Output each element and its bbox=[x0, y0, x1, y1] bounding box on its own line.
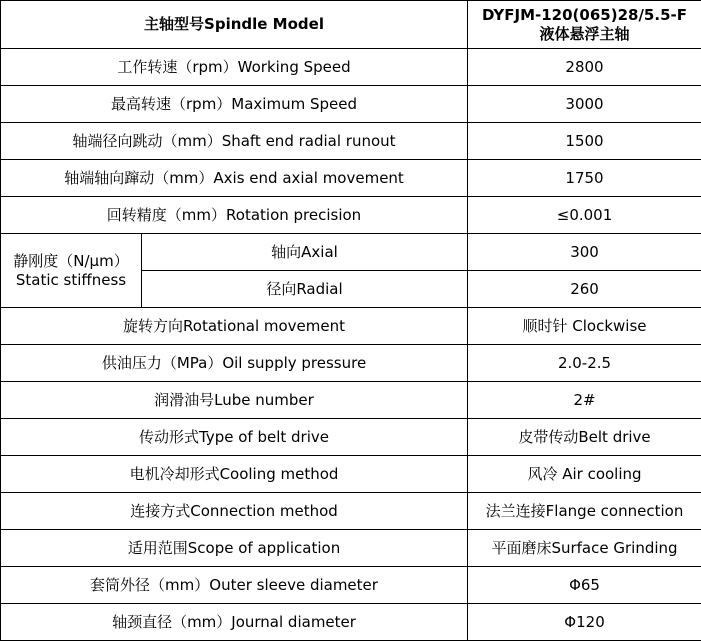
table-row bbox=[1, 382, 701, 419]
table-row bbox=[1, 160, 701, 197]
row-value: ≤0.001 bbox=[468, 197, 701, 234]
row-value: 3000 bbox=[468, 86, 701, 123]
row-label: 轴端轴向蹿动（mm）Axis end axial movement bbox=[1, 160, 468, 197]
row-label: 套筒外径（mm）Outer sleeve diameter bbox=[1, 567, 468, 604]
table-row bbox=[1, 493, 701, 530]
row-value: 法兰连接Flange connection bbox=[468, 493, 701, 530]
spindle-model-code: DYFJM-120(065)28/5.5-F bbox=[482, 5, 687, 24]
row-label: 轴端径向跳动（mm）Shaft end radial runout bbox=[1, 123, 468, 160]
table-row bbox=[1, 86, 701, 123]
row-value: 1500 bbox=[468, 123, 701, 160]
row-label: 适用范围Scope of application bbox=[1, 530, 468, 567]
row-label: 连接方式Connection method bbox=[1, 493, 468, 530]
header-row bbox=[1, 1, 701, 49]
static-stiffness-axial-row bbox=[1, 234, 701, 271]
static-stiffness-label bbox=[1, 234, 142, 308]
row-label: 润滑油号Lube number bbox=[1, 382, 468, 419]
axial-label: 轴向Axial bbox=[142, 234, 468, 271]
row-label: 回转精度（mm）Rotation precision bbox=[1, 197, 468, 234]
static-stiffness-label-en: Static stiffness bbox=[15, 270, 127, 289]
row-value: 1750 bbox=[468, 160, 701, 197]
row-value: 2# bbox=[468, 382, 701, 419]
table-row bbox=[1, 530, 701, 567]
row-value: 平面磨床Surface Grinding bbox=[468, 530, 701, 567]
row-label: 供油压力（MPa）Oil supply pressure bbox=[1, 345, 468, 382]
row-value: 风冷 Air cooling bbox=[468, 456, 701, 493]
row-label: 工作转速（rpm）Working Speed bbox=[1, 49, 468, 86]
row-label: 电机冷却形式Cooling method bbox=[1, 456, 468, 493]
row-label: 旋转方向Rotational movement bbox=[1, 308, 468, 345]
radial-value: 260 bbox=[468, 271, 701, 308]
row-value: Φ120 bbox=[468, 604, 701, 641]
table-row bbox=[1, 604, 701, 641]
row-label: 最高转速（rpm）Maximum Speed bbox=[1, 86, 468, 123]
table-row bbox=[1, 419, 701, 456]
spindle-model-name: 液体悬浮主轴 bbox=[539, 24, 630, 43]
table-row bbox=[1, 197, 701, 234]
row-label: 传动形式Type of belt drive bbox=[1, 419, 468, 456]
table-row bbox=[1, 567, 701, 604]
axial-value: 300 bbox=[468, 234, 701, 271]
row-label: 轴颈直径（mm）Journal diameter bbox=[1, 604, 468, 641]
radial-label: 径向Radial bbox=[142, 271, 468, 308]
static-stiffness-label-cn: 静刚度（N/μm） bbox=[13, 251, 129, 270]
row-value: Φ65 bbox=[468, 567, 701, 604]
spindle-model-label: 主轴型号Spindle Model bbox=[144, 15, 324, 33]
table-row bbox=[1, 49, 701, 86]
table-row bbox=[1, 456, 701, 493]
table-row bbox=[1, 345, 701, 382]
header-model-cell bbox=[468, 1, 701, 49]
header-label-cell bbox=[1, 1, 468, 49]
row-value: 顺时针 Clockwise bbox=[468, 308, 701, 345]
row-value: 2800 bbox=[468, 49, 701, 86]
table-row bbox=[1, 308, 701, 345]
table-row bbox=[1, 123, 701, 160]
row-value: 2.0-2.5 bbox=[468, 345, 701, 382]
row-value: 皮带传动Belt drive bbox=[468, 419, 701, 456]
